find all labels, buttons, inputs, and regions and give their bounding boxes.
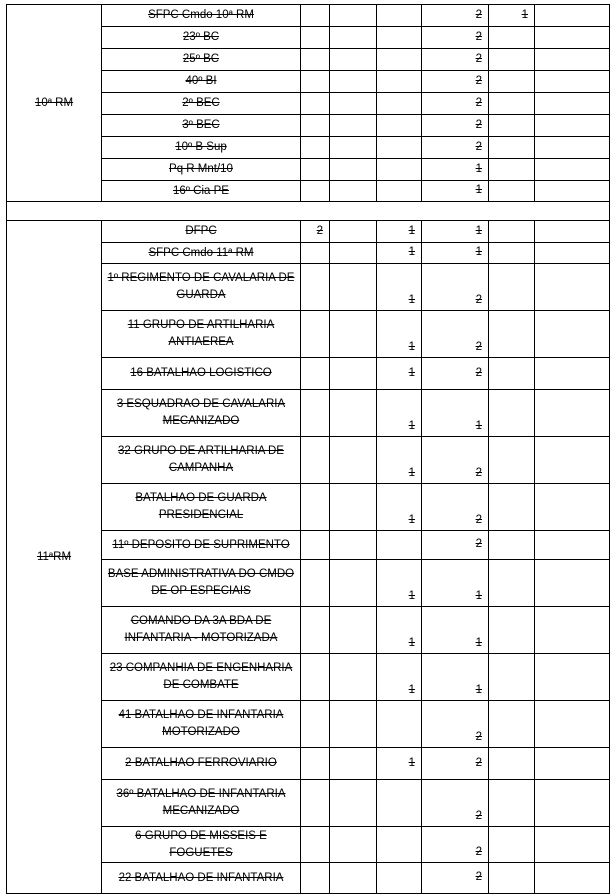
value-cell-c2 (330, 484, 377, 531)
value-cell-c3 (377, 264, 422, 311)
separator-row (7, 202, 610, 221)
value-cell-c5 (489, 390, 535, 437)
value-cell-c2 (330, 221, 377, 243)
value-cell-c2 (330, 607, 377, 654)
empty-cell (535, 159, 610, 181)
value-cell-c3 (377, 159, 422, 181)
value-cell-c4-text: 1 (475, 162, 482, 175)
value-cell-c4 (422, 137, 489, 159)
unit-cell (102, 27, 301, 49)
value-cell-c1-text: 2 (316, 224, 323, 237)
unit-cell (102, 5, 301, 27)
value-cell-c1 (301, 264, 330, 311)
value-cell-c1 (301, 390, 330, 437)
unit-cell-text: 16 BATALHAO LOGISTICO (130, 367, 272, 379)
value-cell-c5 (489, 484, 535, 531)
unit-cell-text: 40º BI (185, 75, 217, 87)
struck-unit-table (6, 4, 610, 894)
unit-cell-text: 41 BATALHAO DE INFANTARIA MOTORIZADO (118, 709, 284, 738)
empty-cell (535, 181, 610, 202)
value-cell-c3-text: 1 (408, 590, 415, 602)
value-cell-c5 (489, 701, 535, 748)
value-cell-c4-text: 2 (475, 341, 482, 353)
value-cell-c4 (422, 390, 489, 437)
unit-cell (102, 390, 301, 437)
value-cell-c5 (489, 49, 535, 71)
value-cell-c1 (301, 607, 330, 654)
unit-cell-text: BATALHAO DE GUARDA PRESIDENCIAL (135, 492, 267, 521)
value-cell-c3-text: 1 (408, 224, 415, 237)
unit-cell-text: DFPC (185, 225, 217, 237)
empty-cell (535, 607, 610, 654)
value-cell-c1 (301, 71, 330, 93)
empty-cell (535, 27, 610, 49)
value-cell-c4 (422, 264, 489, 311)
unit-cell (102, 780, 301, 827)
value-cell-c4 (422, 437, 489, 484)
unit-cell-text: 23º BC (182, 31, 220, 43)
unit-cell-text: 10º B Sup (175, 141, 227, 153)
region-cell (7, 221, 102, 894)
unit-cell-text: 2º BEC (182, 97, 220, 109)
empty-cell (535, 221, 610, 243)
unit-cell (102, 243, 301, 264)
unit-cell-text: 1º REGIMENTO DE CAVALARIA DE GUARDA (107, 272, 295, 301)
unit-cell (102, 701, 301, 748)
value-cell-c3 (377, 390, 422, 437)
empty-cell (535, 531, 610, 560)
value-cell-c5 (489, 311, 535, 358)
value-cell-c3-text: 1 (408, 366, 415, 379)
unit-cell (102, 531, 301, 560)
unit-cell-text: SFPC Cmdo 10ª RM (148, 9, 254, 21)
value-cell-c5 (489, 264, 535, 311)
value-cell-c1 (301, 159, 330, 181)
value-cell-c5 (489, 221, 535, 243)
value-cell-c1 (301, 311, 330, 358)
unit-cell (102, 49, 301, 71)
value-cell-c1 (301, 5, 330, 27)
value-cell-c1 (301, 221, 330, 243)
value-cell-c1 (301, 358, 330, 390)
value-cell-c5 (489, 115, 535, 137)
value-cell-c4-text: 2 (475, 366, 482, 379)
separator-cell (7, 202, 610, 221)
value-cell-c2 (330, 531, 377, 560)
value-cell-c5 (489, 863, 535, 894)
value-cell-c4 (422, 654, 489, 701)
unit-cell-text: 11 GRUPO DE ARTILHARIA ANTIAEREA (127, 319, 275, 348)
value-cell-c2 (330, 49, 377, 71)
empty-cell (535, 49, 610, 71)
value-cell-c4 (422, 484, 489, 531)
value-cell-c4-text: 2 (475, 294, 482, 306)
unit-cell-text: Pq R Mnt/10 (169, 163, 233, 175)
unit-cell (102, 159, 301, 181)
value-cell-c4 (422, 780, 489, 827)
value-cell-c2 (330, 390, 377, 437)
value-cell-c1 (301, 437, 330, 484)
value-cell-c3 (377, 243, 422, 264)
value-cell-c4 (422, 115, 489, 137)
empty-cell (535, 701, 610, 748)
value-cell-c4-text: 1 (475, 224, 482, 237)
value-cell-c4 (422, 607, 489, 654)
value-cell-c4-text: 2 (475, 8, 482, 21)
value-cell-c3 (377, 115, 422, 137)
unit-cell-text: 36º BATALHAO DE INFANTARIA MECANIZADO (116, 788, 286, 817)
value-cell-c4 (422, 311, 489, 358)
value-cell-c3 (377, 437, 422, 484)
value-cell-c4-text: 2 (475, 467, 482, 479)
value-cell-c3 (377, 5, 422, 27)
unit-cell-text: 3º BEC (182, 119, 220, 131)
value-cell-c2 (330, 181, 377, 202)
value-cell-c4-text: 2 (475, 30, 482, 43)
value-cell-c5 (489, 137, 535, 159)
value-cell-c2 (330, 863, 377, 894)
value-cell-c4 (422, 159, 489, 181)
value-cell-c5 (489, 531, 535, 560)
value-cell-c4 (422, 358, 489, 390)
value-cell-c2 (330, 827, 377, 863)
value-cell-c4-text: 2 (475, 810, 482, 822)
unit-cell-text: COMANDO DA 3A BDA DE INFANTARIA - MOTORIZADA (124, 615, 278, 644)
value-cell-c5 (489, 780, 535, 827)
unit-cell (102, 654, 301, 701)
value-cell-c4 (422, 531, 489, 560)
empty-cell (535, 264, 610, 311)
value-cell-c4 (422, 5, 489, 27)
value-cell-c3 (377, 484, 422, 531)
value-cell-c4 (422, 560, 489, 607)
value-cell-c1 (301, 827, 330, 863)
empty-cell (535, 5, 610, 27)
empty-cell (535, 243, 610, 264)
value-cell-c3 (377, 560, 422, 607)
value-cell-c4-text: 2 (475, 52, 482, 65)
value-cell-c3-text: 1 (408, 341, 415, 353)
region-cell-text: 10ª RM (34, 96, 74, 109)
empty-cell (535, 137, 610, 159)
value-cell-c4-text: 1 (475, 637, 482, 649)
unit-cell-text: 6 GRUPO DE MISSEIS E FOGUETES (135, 829, 267, 859)
value-cell-c5 (489, 560, 535, 607)
value-cell-c4-text: 1 (475, 184, 482, 196)
value-cell-c4-text: 2 (475, 731, 482, 743)
value-cell-c1 (301, 654, 330, 701)
value-cell-c2 (330, 358, 377, 390)
empty-cell (535, 115, 610, 137)
unit-cell-text: 23 COMPANHIA DE ENGENHARIA DE COMBATE (109, 662, 293, 691)
value-cell-c4 (422, 181, 489, 202)
unit-cell (102, 137, 301, 159)
empty-cell (535, 71, 610, 93)
value-cell-c5 (489, 27, 535, 49)
empty-cell (535, 780, 610, 827)
empty-cell (535, 390, 610, 437)
value-cell-c1 (301, 780, 330, 827)
value-cell-c1 (301, 484, 330, 531)
value-cell-c3 (377, 780, 422, 827)
value-cell-c4 (422, 93, 489, 115)
value-cell-c4-text: 2 (475, 118, 482, 131)
value-cell-c5 (489, 5, 535, 27)
value-cell-c1 (301, 49, 330, 71)
value-cell-c1 (301, 748, 330, 780)
unit-cell (102, 181, 301, 202)
value-cell-c3 (377, 358, 422, 390)
unit-cell (102, 115, 301, 137)
empty-cell (535, 93, 610, 115)
unit-cell (102, 607, 301, 654)
unit-cell-text: BASE ADMINISTRATIVA DO CMDO DE OP ESPECIAIS (107, 568, 295, 597)
unit-cell-text: 16º Cia PE (173, 184, 229, 197)
empty-cell (535, 863, 610, 894)
value-cell-c3 (377, 311, 422, 358)
value-cell-c1 (301, 137, 330, 159)
value-cell-c2 (330, 115, 377, 137)
value-cell-c4-text: 2 (475, 846, 482, 858)
unit-cell (102, 264, 301, 311)
value-cell-c4-text: 2 (475, 514, 482, 526)
value-cell-c3 (377, 863, 422, 894)
value-cell-c2 (330, 5, 377, 27)
value-cell-c2 (330, 311, 377, 358)
unit-cell-text: SFPC Cmdo 11ª RM (148, 246, 254, 259)
value-cell-c4 (422, 49, 489, 71)
value-cell-c3 (377, 27, 422, 49)
value-cell-c1 (301, 115, 330, 137)
value-cell-c4-text: 2 (475, 140, 482, 153)
value-cell-c5 (489, 71, 535, 93)
value-cell-c4-text: 2 (475, 538, 482, 550)
value-cell-c4 (422, 748, 489, 780)
value-cell-c1 (301, 531, 330, 560)
value-cell-c3 (377, 49, 422, 71)
value-cell-c3 (377, 654, 422, 701)
unit-cell (102, 827, 301, 863)
value-cell-c1 (301, 863, 330, 894)
unit-cell (102, 311, 301, 358)
region-cell-text: 11ªRM (36, 550, 72, 563)
value-cell-c5 (489, 437, 535, 484)
value-cell-c2 (330, 93, 377, 115)
value-cell-c3-text: 1 (408, 467, 415, 479)
table-body (7, 5, 610, 894)
unit-cell-text: 3 ESQUADRAO DE CAVALARIA MECANIZADO (116, 398, 286, 427)
unit-cell (102, 863, 301, 894)
unit-cell-text: 22 BATALHAO DE INFANTARIA (118, 871, 284, 884)
table-row (7, 221, 610, 243)
unit-cell (102, 358, 301, 390)
value-cell-c1 (301, 27, 330, 49)
empty-cell (535, 437, 610, 484)
value-cell-c5 (489, 827, 535, 863)
value-cell-c2 (330, 654, 377, 701)
value-cell-c5 (489, 159, 535, 181)
value-cell-c3 (377, 93, 422, 115)
value-cell-c3-text: 1 (408, 420, 415, 432)
value-cell-c4-text: 2 (475, 756, 482, 769)
value-cell-c4-text: 1 (475, 590, 482, 602)
unit-cell-text: 32 GRUPO DE ARTILHARIA DE CAMPANHA (118, 445, 284, 474)
value-cell-c4-text: 2 (475, 96, 482, 109)
value-cell-c4 (422, 701, 489, 748)
value-cell-c3-text: 1 (408, 294, 415, 306)
unit-cell (102, 748, 301, 780)
value-cell-c3 (377, 221, 422, 243)
region-cell (7, 5, 102, 202)
value-cell-c1 (301, 701, 330, 748)
value-cell-c3 (377, 607, 422, 654)
value-cell-c3-text: 1 (408, 637, 415, 649)
unit-cell (102, 437, 301, 484)
value-cell-c2 (330, 437, 377, 484)
unit-cell (102, 93, 301, 115)
empty-cell (535, 560, 610, 607)
value-cell-c3 (377, 137, 422, 159)
value-cell-c5 (489, 181, 535, 202)
value-cell-c5 (489, 748, 535, 780)
table-row (7, 5, 610, 27)
value-cell-c3 (377, 827, 422, 863)
value-cell-c4 (422, 221, 489, 243)
value-cell-c5 (489, 654, 535, 701)
value-cell-c2 (330, 701, 377, 748)
value-cell-c5 (489, 607, 535, 654)
value-cell-c2 (330, 560, 377, 607)
empty-cell (535, 748, 610, 780)
value-cell-c3 (377, 531, 422, 560)
unit-cell (102, 221, 301, 243)
unit-cell-text: 11º DEPOSITO DE SUPRIMENTO (112, 538, 290, 551)
value-cell-c4 (422, 71, 489, 93)
value-cell-c3 (377, 701, 422, 748)
value-cell-c2 (330, 748, 377, 780)
value-cell-c5 (489, 358, 535, 390)
value-cell-c3 (377, 181, 422, 202)
empty-cell (535, 654, 610, 701)
value-cell-c5 (489, 243, 535, 264)
value-cell-c4 (422, 827, 489, 863)
value-cell-c2 (330, 27, 377, 49)
value-cell-c1 (301, 181, 330, 202)
value-cell-c4-text: 1 (475, 684, 482, 696)
value-cell-c4-text: 2 (475, 74, 482, 87)
empty-cell (535, 358, 610, 390)
empty-cell (535, 827, 610, 863)
value-cell-c3 (377, 71, 422, 93)
value-cell-c2 (330, 159, 377, 181)
value-cell-c4-text: 1 (475, 246, 482, 258)
value-cell-c4-text: 2 (475, 871, 482, 883)
value-cell-c2 (330, 264, 377, 311)
value-cell-c2 (330, 137, 377, 159)
value-cell-c4 (422, 863, 489, 894)
value-cell-c5 (489, 93, 535, 115)
value-cell-c4 (422, 243, 489, 264)
value-cell-c3-text: 1 (408, 684, 415, 696)
unit-cell (102, 71, 301, 93)
unit-cell (102, 560, 301, 607)
unit-cell (102, 484, 301, 531)
value-cell-c1 (301, 560, 330, 607)
value-cell-c2 (330, 243, 377, 264)
unit-cell-text: 25º BC (182, 53, 220, 65)
value-cell-c3-text: 1 (408, 246, 415, 258)
empty-cell (535, 311, 610, 358)
empty-cell (535, 484, 610, 531)
unit-cell-text: 2 BATALHAO FERROVIARIO (125, 757, 277, 769)
value-cell-c1 (301, 243, 330, 264)
value-cell-c4-text: 1 (475, 420, 482, 432)
value-cell-c3-text: 1 (408, 756, 415, 769)
value-cell-c4 (422, 27, 489, 49)
value-cell-c3 (377, 748, 422, 780)
value-cell-c3-text: 1 (408, 514, 415, 526)
value-cell-c2 (330, 71, 377, 93)
value-cell-c2 (330, 780, 377, 827)
value-cell-c5-text: 1 (521, 8, 528, 21)
value-cell-c1 (301, 93, 330, 115)
